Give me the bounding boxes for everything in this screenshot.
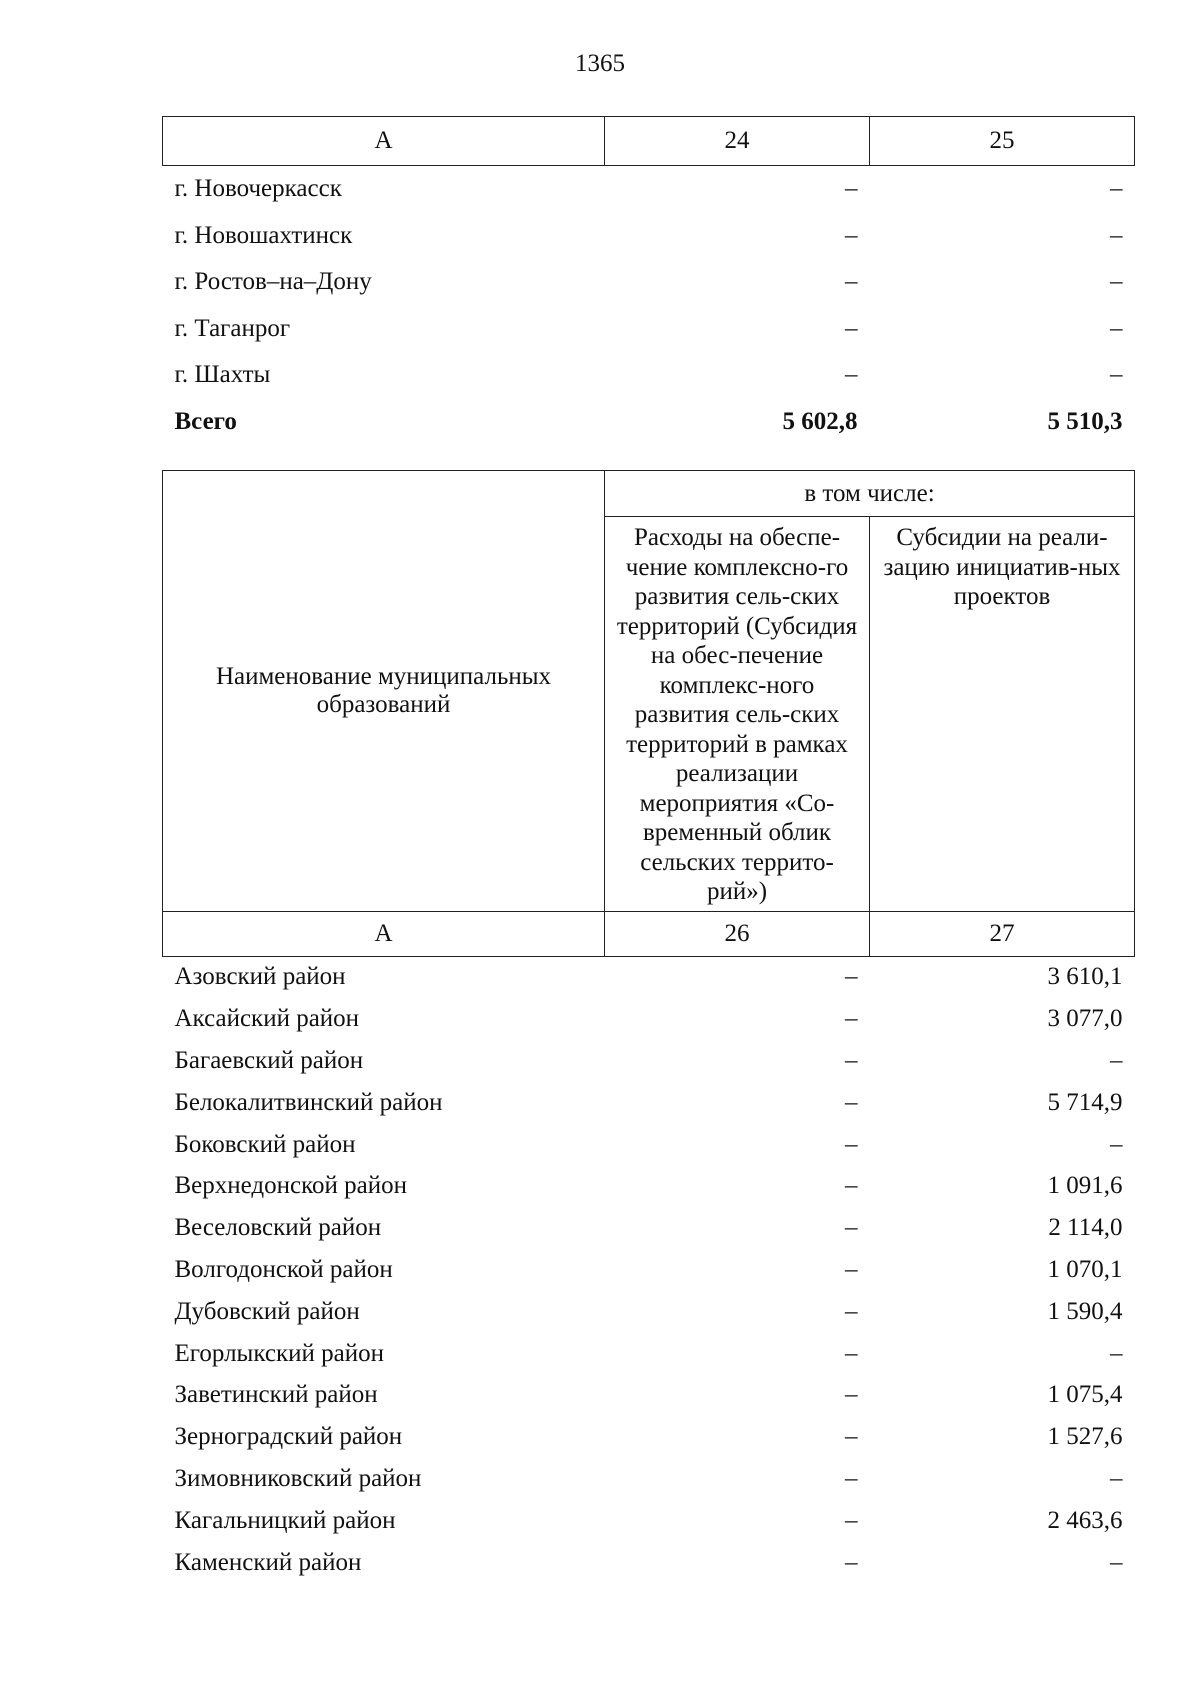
municipality-name: Боковский район (174, 1130, 356, 1158)
municipality-name: Багаевский район (174, 1046, 364, 1074)
table2-body (163, 956, 1135, 1583)
value-c24: – (845, 314, 858, 342)
value-c26: – (845, 1464, 858, 1492)
value-c27: 2 114,0 (1048, 1214, 1123, 1242)
table-row (163, 1542, 1135, 1584)
column-letter-row (163, 911, 1135, 956)
value-c27: – (1110, 1548, 1123, 1576)
value-c26: – (845, 1548, 858, 1576)
value-c27: 5 714,9 (1047, 1088, 1123, 1116)
value-c25: – (1110, 361, 1123, 389)
value-c25: – (1110, 268, 1123, 296)
table-row (163, 352, 1135, 399)
col26-header: Расходы на обеспе-чение комплексно-го развития сель-ских территорий (Субсидия на обес-печение комплекс-ного развития сель-ских территорий в рамках реализации мероприятия «Со-временный облик сельских террито-рий») (605, 517, 870, 912)
value-c26: – (845, 1130, 858, 1158)
column-number-24: 24 (605, 117, 870, 166)
municipality-name: Аксайский район (174, 1005, 360, 1033)
table-subsidies (162, 470, 1135, 1583)
value-c26: – (845, 1172, 858, 1200)
value-c24: – (845, 268, 858, 296)
value-c27: 1 075,4 (1047, 1381, 1123, 1409)
value-c26: – (845, 1088, 858, 1116)
table-row (163, 956, 1135, 998)
value-c26: – (845, 1046, 858, 1074)
municipality-name: г. Новочеркасск (174, 175, 342, 203)
value-c27: 2 463,6 (1047, 1506, 1123, 1534)
municipality-name: Кагальницкий район (174, 1506, 396, 1534)
value-c26: – (845, 1005, 858, 1033)
municipality-name: Верхнедонской район (174, 1172, 407, 1200)
total-label: Всего (174, 407, 237, 435)
table-row (163, 1458, 1135, 1500)
table-row (163, 1416, 1135, 1458)
table-continuation (162, 116, 1135, 445)
municipality-name: Заветинский район (174, 1381, 378, 1409)
municipality-name: Волгодонской район (174, 1255, 393, 1283)
column-number-27: 27 (870, 911, 1135, 956)
table-row (163, 1124, 1135, 1166)
column-letter-a: А (163, 911, 605, 956)
table-row (163, 259, 1135, 306)
table-row (163, 1165, 1135, 1207)
value-c26: – (845, 1506, 858, 1534)
column-letter-row (163, 117, 1135, 166)
value-c25: – (1110, 175, 1123, 203)
table-row (163, 1082, 1135, 1124)
table-row (163, 1500, 1135, 1542)
value-c27: 1 091,6 (1047, 1172, 1123, 1200)
value-c26: – (845, 1214, 858, 1242)
municipality-name-header: Наименование муниципальных образований (163, 471, 605, 912)
table-row (163, 1040, 1135, 1082)
total-col24: 5 602,8 (782, 407, 858, 435)
table-row (163, 213, 1135, 260)
column-letter-a: А (163, 117, 605, 166)
table-row (163, 166, 1135, 213)
value-c27: 1 527,6 (1047, 1423, 1123, 1451)
including-header: в том числе: (605, 471, 1135, 517)
municipality-name: Егорлыкский район (174, 1339, 384, 1367)
value-c25: – (1110, 221, 1123, 249)
municipality-name: Зерноградский район (174, 1423, 403, 1451)
value-c26: – (845, 1423, 858, 1451)
municipality-name: Каменский район (174, 1548, 362, 1576)
page-number: 1365 (575, 50, 625, 77)
municipality-name: Дубовский район (174, 1297, 360, 1325)
table-row (163, 1207, 1135, 1249)
value-c27: – (1110, 1339, 1123, 1367)
value-c24: – (845, 175, 858, 203)
municipality-name: г. Шахты (174, 361, 271, 389)
value-c27: 1 590,4 (1047, 1297, 1123, 1325)
value-c27: 3 077,0 (1047, 1005, 1123, 1033)
value-c27: – (1110, 1464, 1123, 1492)
value-c26: – (845, 1339, 858, 1367)
value-c24: – (845, 361, 858, 389)
table-row (163, 306, 1135, 353)
total-row (163, 399, 1135, 446)
table-row (163, 1249, 1135, 1291)
municipality-name: г. Новошахтинск (174, 221, 353, 249)
value-c26: – (845, 1381, 858, 1409)
value-c26: – (845, 963, 858, 991)
value-c27: – (1110, 1046, 1123, 1074)
value-c27: – (1110, 1130, 1123, 1158)
table-row (163, 998, 1135, 1040)
column-number-26: 26 (605, 911, 870, 956)
table-row (163, 1291, 1135, 1333)
value-c24: – (845, 221, 858, 249)
column-number-25: 25 (870, 117, 1135, 166)
value-c27: 1 070,1 (1047, 1255, 1123, 1283)
municipality-name: г. Таганрог (174, 314, 291, 342)
municipality-name: Белокалитвинский район (174, 1088, 443, 1116)
municipality-name: Веселовский район (174, 1214, 382, 1242)
col27-header: Субсидии на реали-зацию инициатив-ных проектов (870, 517, 1135, 912)
value-c26: – (845, 1297, 858, 1325)
table-row (163, 1333, 1135, 1375)
value-c26: – (845, 1255, 858, 1283)
municipality-name: Зимовниковский район (174, 1464, 422, 1492)
table1-body (163, 166, 1135, 399)
value-c25: – (1110, 314, 1123, 342)
table-row (163, 1374, 1135, 1416)
value-c27: 3 610,1 (1047, 963, 1123, 991)
municipality-name: Азовский район (174, 963, 346, 991)
municipality-name: г. Ростов–на–Дону (174, 268, 372, 296)
total-col25: 5 510,3 (1047, 407, 1123, 435)
